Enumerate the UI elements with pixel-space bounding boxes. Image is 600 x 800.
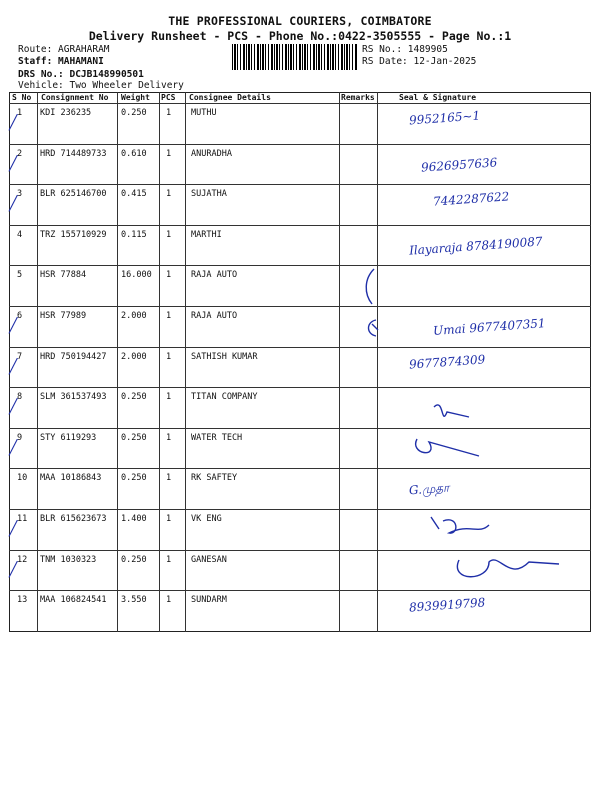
row-consignment-no: MAA 10186843 bbox=[40, 473, 102, 484]
row-sno: 1 bbox=[17, 108, 23, 118]
drs-number: DRS No.: DCJB148990501 bbox=[18, 69, 144, 80]
row-consignment-no: BLR 625146700 bbox=[40, 189, 107, 200]
row-consignee: VK ENG bbox=[191, 514, 222, 524]
row-pcs: 1 bbox=[166, 554, 172, 565]
tick-mark-icon: ╱ bbox=[9, 318, 18, 334]
row-weight: 1.400 bbox=[121, 514, 147, 524]
row-consignment-no: TNM 1030323 bbox=[40, 554, 97, 565]
row-sno: 7 bbox=[17, 351, 23, 362]
row-consignee: RAJA AUTO bbox=[191, 270, 238, 281]
row-sno: 5 bbox=[17, 270, 23, 281]
row-pcs: 1 bbox=[166, 311, 172, 321]
col-header-consignee: Consignee Details bbox=[189, 93, 271, 102]
signature-scribble bbox=[429, 515, 549, 555]
staff-label: Staff: MAHAMANI bbox=[18, 56, 104, 67]
table-row bbox=[9, 347, 591, 388]
tick-mark-icon: ╱ bbox=[9, 196, 18, 213]
row-pcs: 1 bbox=[166, 473, 172, 484]
row-sno: 13 bbox=[17, 595, 28, 606]
col-header-signature: Seal & Signature bbox=[399, 93, 477, 102]
signature-scribble bbox=[429, 397, 549, 437]
table-row bbox=[9, 225, 591, 266]
company-name: THE PROFESSIONAL COURIERS, COIMBATORE bbox=[168, 14, 432, 28]
row-pcs: 1 bbox=[166, 595, 172, 606]
rs-date: RS Date: 12-Jan-2025 bbox=[362, 56, 477, 67]
row-weight: 2.000 bbox=[121, 351, 147, 362]
row-pcs: 1 bbox=[166, 270, 172, 281]
tick-mark-icon: ╱ bbox=[9, 115, 18, 131]
row-pcs: 1 bbox=[166, 189, 172, 200]
tick-mark-icon: ╱ bbox=[9, 358, 18, 375]
row-consignee: RK SAFTEY bbox=[191, 473, 238, 484]
tick-mark-icon: ╱ bbox=[9, 155, 18, 172]
row-consignee: TITAN COMPANY bbox=[191, 392, 258, 403]
row-sno: 12 bbox=[17, 554, 28, 565]
col-header-consignment: Consignment No bbox=[41, 93, 109, 102]
row-signature: 9626957636 bbox=[420, 154, 498, 175]
row-consignee: SUNDARM bbox=[191, 595, 227, 606]
row-sno: 11 bbox=[17, 514, 28, 524]
row-consignment-no: HSR 77884 bbox=[40, 270, 87, 281]
row-pcs: 1 bbox=[166, 108, 172, 118]
tick-mark-icon: ╱ bbox=[9, 439, 18, 456]
row-consignee: MUTHU bbox=[191, 108, 217, 118]
row-sno: 3 bbox=[17, 189, 23, 200]
table-row bbox=[9, 468, 591, 509]
row-pcs: 1 bbox=[166, 392, 172, 403]
row-consignment-no: BLR 615623673 bbox=[40, 514, 107, 524]
row-pcs: 1 bbox=[166, 514, 172, 524]
col-header-weight: Weight bbox=[121, 93, 150, 102]
barcode bbox=[232, 44, 358, 70]
row-signature: Umai 9677407351 bbox=[432, 316, 547, 338]
row-consignment-no: TRZ 155710929 bbox=[40, 229, 107, 240]
row-weight: 0.250 bbox=[121, 432, 147, 443]
signature-scribble bbox=[449, 552, 569, 592]
row-consignment-no: SLM 361537493 bbox=[40, 392, 107, 403]
table-row bbox=[9, 144, 591, 185]
row-signature: 9677874309 bbox=[408, 351, 486, 372]
table-row bbox=[9, 306, 591, 347]
row-consignment-no: HRD 750194427 bbox=[40, 351, 107, 362]
row-sno: 2 bbox=[17, 148, 23, 159]
row-sno: 9 bbox=[17, 432, 23, 443]
row-weight: 0.250 bbox=[121, 554, 147, 565]
row-sno: 6 bbox=[17, 311, 23, 321]
row-consignee: ANURADHA bbox=[191, 148, 232, 159]
col-header-remarks: Remarks bbox=[341, 93, 375, 102]
row-consignee: RAJA AUTO bbox=[191, 311, 238, 321]
tick-mark-icon: ╱ bbox=[9, 399, 18, 416]
row-consignee: WATER TECH bbox=[191, 432, 243, 443]
row-weight: 0.250 bbox=[121, 392, 147, 403]
table-row bbox=[9, 184, 591, 225]
row-weight: 0.115 bbox=[121, 229, 147, 240]
row-pcs: 1 bbox=[166, 432, 172, 443]
signature-scribble bbox=[364, 269, 484, 309]
row-weight: 0.610 bbox=[121, 148, 147, 159]
route-label: Route: AGRAHARAM bbox=[18, 44, 110, 55]
row-weight: 3.550 bbox=[121, 595, 147, 606]
col-header-sno: S No bbox=[12, 93, 32, 102]
table-row bbox=[9, 590, 591, 631]
row-weight: 0.415 bbox=[121, 189, 147, 200]
rs-number: RS No.: 1489905 bbox=[362, 44, 448, 55]
row-weight: 16.000 bbox=[121, 270, 152, 281]
row-weight: 0.250 bbox=[121, 108, 147, 118]
row-pcs: 1 bbox=[166, 229, 172, 240]
row-weight: 2.000 bbox=[121, 311, 147, 321]
signature-scribble bbox=[364, 316, 484, 356]
row-consignee: SATHISH KUMAR bbox=[191, 351, 258, 362]
row-sno: 10 bbox=[17, 473, 28, 484]
row-consignment-no: HSR 77989 bbox=[40, 311, 87, 321]
row-signature: 9952165~1 bbox=[408, 108, 481, 128]
row-consignee: MARTHI bbox=[191, 229, 222, 240]
row-weight: 0.250 bbox=[121, 473, 147, 484]
col-header-pcs: PCS bbox=[161, 93, 176, 102]
row-consignment-no: MAA 106824541 bbox=[40, 595, 107, 606]
row-consignment-no: KDI 236235 bbox=[40, 108, 92, 118]
row-consignee: SUJATHA bbox=[191, 189, 227, 200]
row-signature: Ilayaraja 8784190087 bbox=[408, 234, 543, 258]
row-consignee: GANESAN bbox=[191, 554, 227, 565]
table-row bbox=[9, 103, 591, 144]
vehicle-label: Vehicle: Two Wheeler Delivery bbox=[18, 80, 184, 91]
runsheet-table bbox=[9, 92, 591, 632]
row-signature: 7442287622 bbox=[432, 189, 510, 209]
table-row bbox=[9, 265, 591, 306]
row-sno: 4 bbox=[17, 229, 23, 240]
tick-mark-icon: ╱ bbox=[9, 561, 18, 578]
row-consignment-no: HRD 714489733 bbox=[40, 148, 107, 159]
row-pcs: 1 bbox=[166, 148, 172, 159]
row-signature: G.முதா bbox=[408, 481, 450, 498]
signature-scribble bbox=[409, 434, 529, 474]
row-signature: 8939919798 bbox=[408, 595, 486, 615]
row-consignment-no: STY 6119293 bbox=[40, 432, 97, 443]
row-pcs: 1 bbox=[166, 351, 172, 362]
tick-mark-icon: ╱ bbox=[9, 521, 18, 537]
runsheet-title: Delivery Runsheet - PCS - Phone No.:0422-3505555 - Page No.:1 bbox=[88, 29, 512, 43]
row-sno: 8 bbox=[17, 392, 23, 403]
